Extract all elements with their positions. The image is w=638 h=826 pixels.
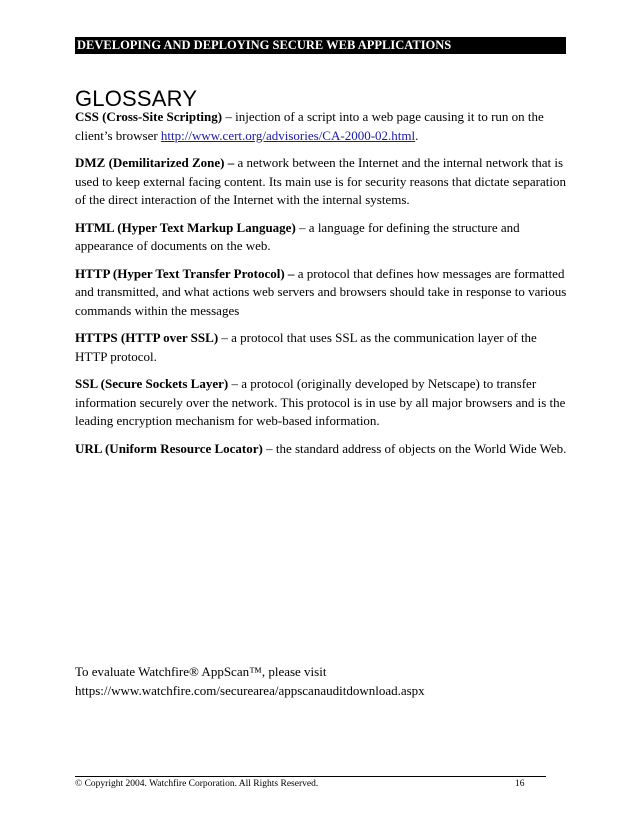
glossary-term: HTTPS (HTTP over SSL) <box>75 330 219 345</box>
glossary-entry-css <box>75 108 567 145</box>
footer-copyright: © Copyright 2004. Watchfire Corporation. All Rights Reserved. <box>75 779 319 789</box>
glossary-term: HTTP (Hyper Text Transfer Protocol) – <box>75 265 295 281</box>
appscan-promo <box>75 663 555 700</box>
page-number: 16 <box>515 779 525 789</box>
term-separator: – <box>262 440 276 456</box>
term-separator: – <box>228 376 242 391</box>
glossary-definition: a network between the Internet and the internal network that is used to keep external facing content. Its main use is for security reasons that dictate separation of the direct interaction of the Internet with the internal systems. <box>75 155 566 207</box>
glossary-definition: injection of a script into a web page causing it to run on the client’s browser <box>75 109 544 143</box>
glossary-term: URL (Uniform Resource Locator) <box>75 440 263 456</box>
glossary-entry-dmz <box>75 154 567 210</box>
glossary-definition: a protocol (originally developed by Netscape) to transfer information securely over the network. This protocol is in use by all major browsers and is the leading encryption mechanism for web-based information. <box>75 376 566 428</box>
glossary-term: SSL (Secure Sockets Layer) <box>75 376 229 391</box>
glossary-list <box>75 108 567 467</box>
glossary-entry-https <box>75 329 567 366</box>
glossary-entry-url <box>75 440 567 459</box>
glossary-definition: a protocol that uses SSL as the communication layer of the HTTP protocol. <box>75 330 537 364</box>
glossary-entry-html <box>75 219 567 256</box>
glossary-entry-http <box>75 265 567 321</box>
term-separator: – <box>295 219 309 235</box>
promo-url: https://www.watchfire.com/securearea/appscanauditdownload.aspx <box>75 682 425 698</box>
glossary-term: DMZ (Demilitarized Zone) – <box>75 155 235 170</box>
glossary-definition: the standard address of objects on the World Wide Web. <box>275 440 567 456</box>
definition-end: . <box>415 127 419 143</box>
running-header: DEVELOPING AND DEPLOYING SECURE WEB APPLICATIONS <box>75 37 566 54</box>
glossary-term: HTML (Hyper Text Markup Language) <box>75 219 296 235</box>
term-separator: – <box>222 109 236 124</box>
glossary-entry-ssl <box>75 375 567 431</box>
glossary-definition: a protocol that defines how messages are formatted and transmitted, and what actions web servers and browsers should take in response to various commands within the messages <box>75 265 567 318</box>
cert-advisory-link[interactable]: http://www.cert.org/advisories/CA-2000-02.html <box>160 127 416 143</box>
term-separator: – <box>218 330 232 345</box>
glossary-term: CSS (Cross-Site Scripting) <box>75 109 223 124</box>
footer-divider <box>75 776 546 777</box>
promo-text: To evaluate Watchfire® AppScan™, please visit <box>75 664 327 679</box>
page-title: GLOSSARY <box>75 86 198 111</box>
glossary-definition: a language for defining the structure and appearance of documents on the web. <box>75 219 520 253</box>
